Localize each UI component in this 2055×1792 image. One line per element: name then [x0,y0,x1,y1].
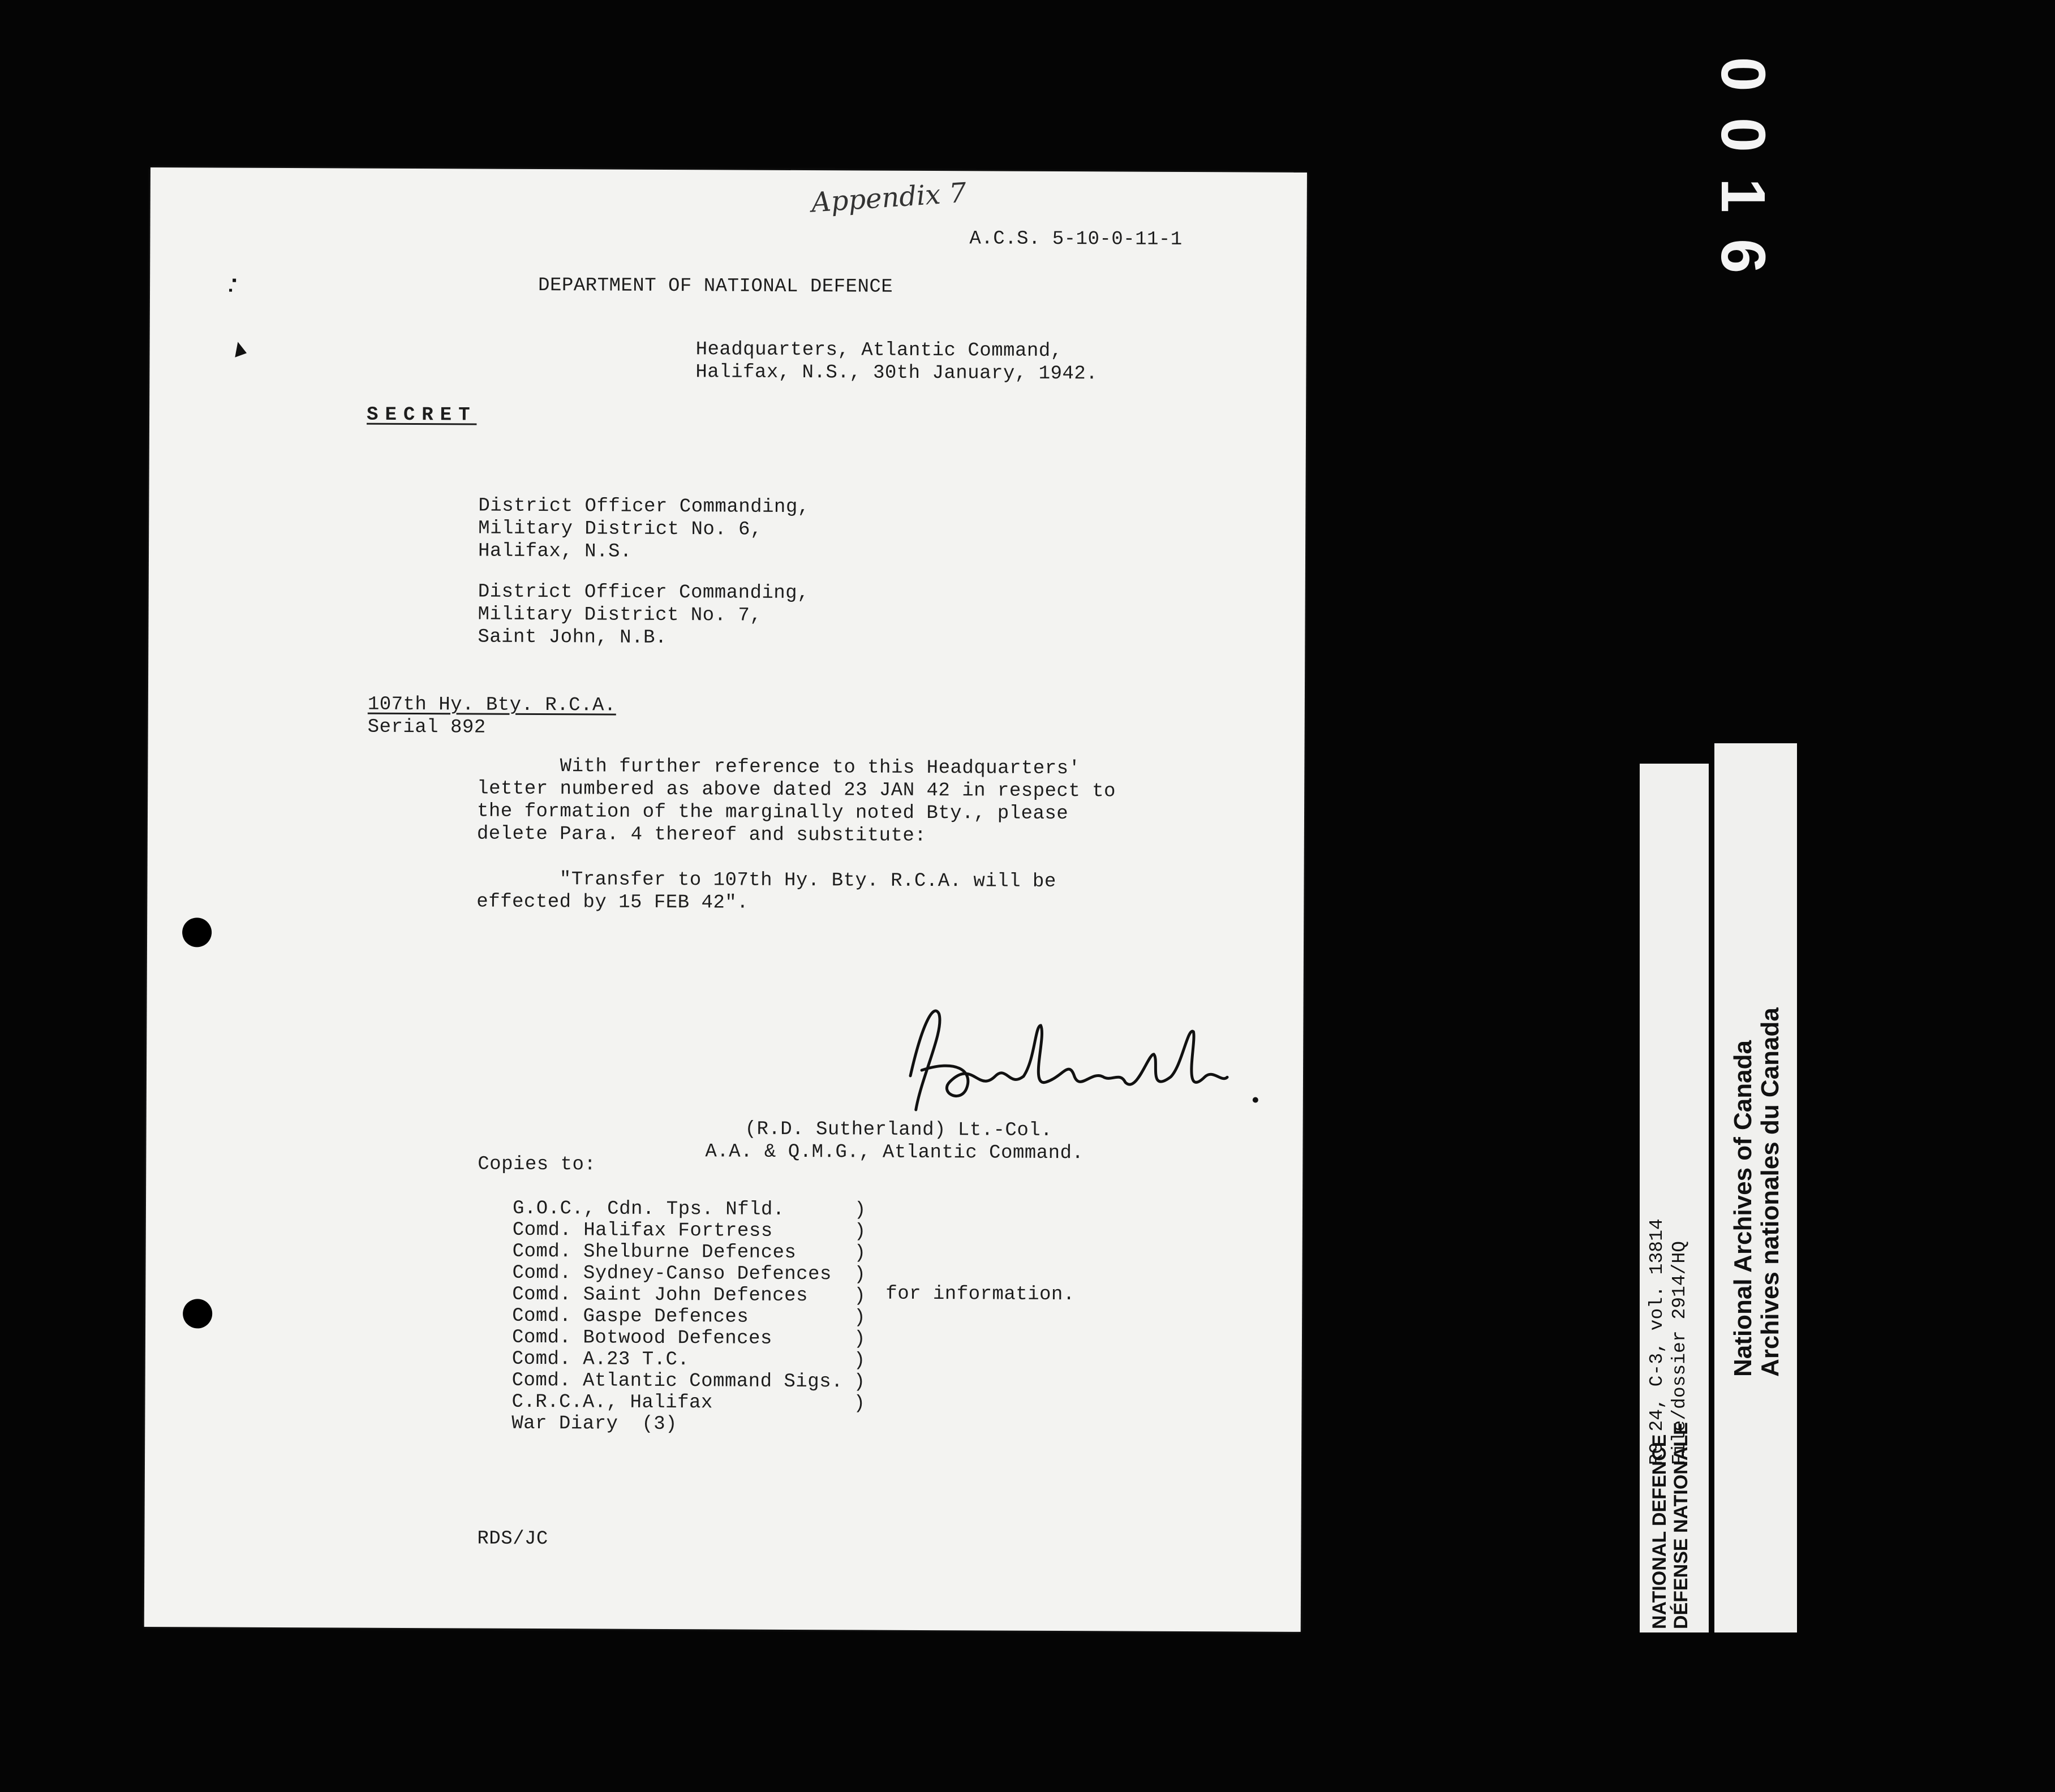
list-item [511,1391,908,1415]
department-heading: DEPARTMENT OF NATIONAL DEFENCE [538,274,893,298]
list-item [512,1262,908,1286]
body-line: With further reference to this Headquarters' [477,755,1081,780]
body-line: delete Para. 4 thereof and substitute: [476,823,927,847]
copy-recipient: War Diary (3) [511,1412,678,1436]
brace: ) [854,1285,866,1307]
subject-line: 107th Hy. Bty. R.C.A. [367,693,616,717]
brace: ) [853,1328,866,1350]
header-line-2: Halifax, N.S., 30th January, 1942. [695,361,1098,385]
list-item [512,1369,908,1394]
archives-name-fr: Archives nationales du Canada [1756,1007,1784,1377]
file-reference: A.C.S. 5-10-0-11-1 [969,228,1183,251]
body-line: the formation of the marginally noted Bty., please [476,800,1069,825]
national-defence-en: NATIONAL DEFENCE [1649,1434,1670,1629]
brace: ) [853,1393,866,1415]
copy-recipient: Comd. Botwood Defences [511,1326,772,1350]
addressee-line: District Officer Commanding, [478,581,810,605]
header-line-1: Headquarters, Atlantic Command, [695,339,1063,363]
typist-initials: RDS/JC [477,1528,548,1550]
archives-name-en: National Archives of Canada [1729,1040,1757,1377]
brace: ) [854,1307,866,1329]
signatory-title: A.A. & Q.M.G., Atlantic Command. [705,1141,1084,1165]
classification-secret: SECRET [367,404,477,427]
handwritten-note: Appendix 7 [810,176,968,219]
reference-line: File/dossier 2914/HQ [1669,1240,1690,1465]
signature [888,991,1296,1128]
copy-recipient: Comd. A.23 T.C. [511,1348,690,1371]
addressee-line: Military District No. 6, [478,518,762,541]
brace: ) [854,1242,866,1264]
film-frame-number [1692,0,1782,351]
copy-recipient: Comd. Atlantic Command Sigs. [511,1369,844,1393]
quote-line: effected by 15 FEB 42". [476,891,749,914]
copies-heading: Copies to: [478,1153,596,1176]
speck [230,341,247,357]
list-item [512,1326,908,1351]
reference-line: RG 24, C-3, vol. 13814 [1646,1218,1667,1465]
brace: ) [853,1371,866,1393]
punch-hole [183,1299,212,1328]
signatory-name: (R.D. Sutherland) Lt.-Col. [745,1118,1053,1141]
copy-recipient: G.O.C., Cdn. Tps. Nfld. [512,1197,785,1221]
copy-recipient: Comd. Halifax Fortress [512,1219,773,1242]
copy-recipient: Comd. Saint John Defences [512,1283,808,1307]
copies-list [511,1197,909,1459]
archive-reference-label [1640,764,1709,1632]
speck [229,289,232,292]
national-defence-fr: DÉFENSE NATIONALE [1670,1422,1692,1629]
serial-line: Serial 892 [367,716,486,739]
document-page [144,167,1307,1632]
addressee-line: Halifax, N.S. [478,540,632,563]
for-information-note: for information. [885,1283,1075,1306]
brace: ) [854,1264,866,1286]
brace: ) [854,1199,866,1221]
quote-line: "Transfer to 107th Hy. Bty. R.C.A. will be [476,868,1056,893]
list-item [513,1240,909,1265]
copy-recipient: Comd. Sydney-Canso Defences [512,1262,832,1286]
list-item [512,1283,908,1308]
brace: ) [853,1350,866,1372]
list-item [511,1412,908,1437]
body-line: letter numbered as above dated 23 JAN 42 in respect to [477,778,1116,803]
speck [233,279,236,282]
list-item [512,1305,908,1329]
archives-canada-label [1714,743,1797,1632]
addressee-line: Military District No. 7, [478,604,762,627]
punch-hole [182,917,212,947]
list-item [512,1348,908,1372]
addressee-line: Saint John, N.B. [478,626,667,649]
frame-number-text: 0016 [1708,57,1778,300]
copy-recipient: C.R.C.A., Halifax [511,1391,713,1414]
addressee-line: District Officer Commanding, [478,495,810,519]
list-item [513,1197,909,1222]
copy-recipient: Comd. Gaspe Defences [512,1305,749,1328]
list-item [513,1219,909,1243]
brace: ) [854,1221,866,1243]
copy-recipient: Comd. Shelburne Defences [512,1240,797,1264]
